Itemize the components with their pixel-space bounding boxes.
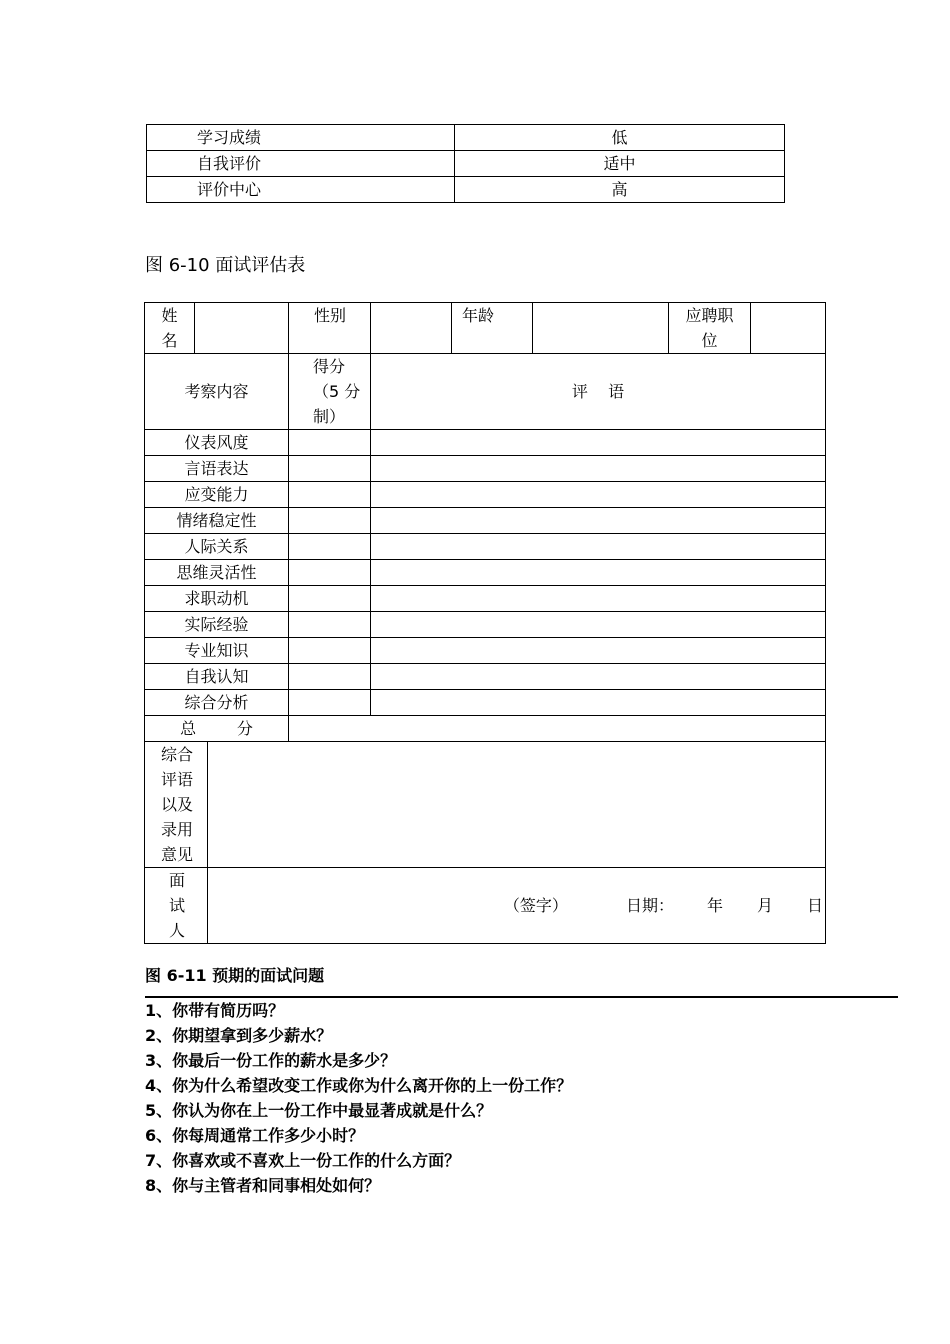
item-label: 仪表风度 <box>145 430 289 456</box>
item-score-field[interactable] <box>289 586 371 612</box>
date-label: 日期： <box>625 896 674 915</box>
month-label: 月 <box>756 896 773 915</box>
table-row <box>145 690 826 716</box>
item-score-field[interactable] <box>289 534 371 560</box>
item-label: 情绪稳定性 <box>145 508 289 534</box>
summary-label: 评语 <box>160 770 193 789</box>
summary-field[interactable] <box>208 742 826 868</box>
criteria-item: 学习成绩 <box>147 125 455 151</box>
interviewer-label: 面 <box>168 871 185 890</box>
list-item: 8、你与主管者和同事相处如何？ <box>145 1176 381 1195</box>
table-row <box>145 456 826 482</box>
criteria-level: 高 <box>455 177 785 203</box>
position-label: 位 <box>701 331 718 350</box>
age-field[interactable] <box>533 303 669 354</box>
table-row <box>145 868 826 944</box>
item-comment-field[interactable] <box>371 612 826 638</box>
item-comment-field[interactable] <box>371 690 826 716</box>
figure-caption: 图 6-10 面试评估表 <box>145 255 306 276</box>
table-row <box>145 638 826 664</box>
sign-label: （签字） <box>503 896 568 915</box>
position-field[interactable] <box>751 303 826 354</box>
gender-field[interactable] <box>371 303 452 354</box>
item-comment-field[interactable] <box>371 430 826 456</box>
item-score-field[interactable] <box>289 612 371 638</box>
signature-line <box>208 893 825 918</box>
interview-evaluation-table <box>144 302 826 944</box>
item-label: 自我认知 <box>145 664 289 690</box>
table-row <box>145 534 826 560</box>
item-label: 思维灵活性 <box>145 560 289 586</box>
summary-label-cell <box>145 742 208 868</box>
table-row <box>145 354 826 430</box>
list-item: 5、你认为你在上一份工作中最显著成就是什么？ <box>145 1101 493 1120</box>
list-item: 3、你最后一份工作的薪水是多少？ <box>145 1051 397 1070</box>
comment-header: 评 语 <box>371 354 826 430</box>
table-row <box>145 586 826 612</box>
criteria-table <box>146 124 785 203</box>
item-label: 综合分析 <box>145 690 289 716</box>
criteria-item: 自我评价 <box>147 151 455 177</box>
question-list <box>145 998 572 1198</box>
table-row <box>147 151 785 177</box>
item-label: 实际经验 <box>145 612 289 638</box>
item-score-field[interactable] <box>289 508 371 534</box>
summary-label: 意见 <box>160 845 193 864</box>
item-score-field[interactable] <box>289 430 371 456</box>
criteria-level: 低 <box>455 125 785 151</box>
table-row <box>147 177 785 203</box>
name-label: 名 <box>161 331 178 350</box>
day-label: 日 <box>806 896 823 915</box>
table-row <box>145 742 826 868</box>
item-label: 应变能力 <box>145 482 289 508</box>
score-header: （5 分 <box>313 382 361 401</box>
content-header: 考察内容 <box>145 354 289 430</box>
position-label: 应聘职 <box>685 306 734 325</box>
table-row <box>145 612 826 638</box>
name-label-cell <box>145 303 195 354</box>
summary-label: 综合 <box>160 745 193 764</box>
figure-caption: 图 6-11 预期的面试问题 <box>145 966 325 985</box>
score-header: 制） <box>313 407 346 426</box>
item-comment-field[interactable] <box>371 586 826 612</box>
list-item: 1、你带有简历吗？ <box>145 1001 285 1020</box>
table-row <box>145 430 826 456</box>
position-label-cell <box>669 303 751 354</box>
summary-label: 录用 <box>160 820 193 839</box>
total-label: 总 分 <box>145 716 289 742</box>
item-comment-field[interactable] <box>371 534 826 560</box>
score-header-cell <box>289 354 371 430</box>
item-comment-field[interactable] <box>371 664 826 690</box>
interviewer-label-cell <box>145 868 208 944</box>
table-row <box>145 560 826 586</box>
list-item: 7、你喜欢或不喜欢上一份工作的什么方面？ <box>145 1151 461 1170</box>
item-label: 专业知识 <box>145 638 289 664</box>
table-row <box>145 508 826 534</box>
item-score-field[interactable] <box>289 560 371 586</box>
table-row <box>145 716 826 742</box>
summary-label: 以及 <box>160 795 193 814</box>
list-item: 6、你每周通常工作多少小时？ <box>145 1126 365 1145</box>
gender-label: 性别 <box>289 303 371 354</box>
interviewer-field[interactable] <box>208 868 826 944</box>
item-comment-field[interactable] <box>371 482 826 508</box>
table-row <box>145 664 826 690</box>
item-comment-field[interactable] <box>371 638 826 664</box>
item-score-field[interactable] <box>289 482 371 508</box>
item-score-field[interactable] <box>289 690 371 716</box>
total-field[interactable] <box>289 716 826 742</box>
item-comment-field[interactable] <box>371 560 826 586</box>
item-score-field[interactable] <box>289 638 371 664</box>
criteria-level: 适中 <box>455 151 785 177</box>
list-item: 2、你期望拿到多少薪水？ <box>145 1026 333 1045</box>
criteria-item: 评价中心 <box>147 177 455 203</box>
table-row <box>145 482 826 508</box>
item-score-field[interactable] <box>289 664 371 690</box>
name-label: 姓 <box>161 306 178 325</box>
item-comment-field[interactable] <box>371 456 826 482</box>
table-row <box>145 303 826 354</box>
interviewer-label: 试 <box>168 896 185 915</box>
item-score-field[interactable] <box>289 456 371 482</box>
item-label: 人际关系 <box>145 534 289 560</box>
year-label: 年 <box>706 896 723 915</box>
name-field[interactable] <box>195 303 289 354</box>
age-label: 年龄 <box>452 303 533 354</box>
score-header: 得分 <box>313 357 346 376</box>
item-rows <box>145 430 826 716</box>
item-label: 言语表达 <box>145 456 289 482</box>
interviewer-label: 人 <box>168 921 185 940</box>
item-label: 求职动机 <box>145 586 289 612</box>
table-row <box>147 125 785 151</box>
list-item: 4、你为什么希望改变工作或你为什么离开你的上一份工作？ <box>145 1076 573 1095</box>
item-comment-field[interactable] <box>371 508 826 534</box>
